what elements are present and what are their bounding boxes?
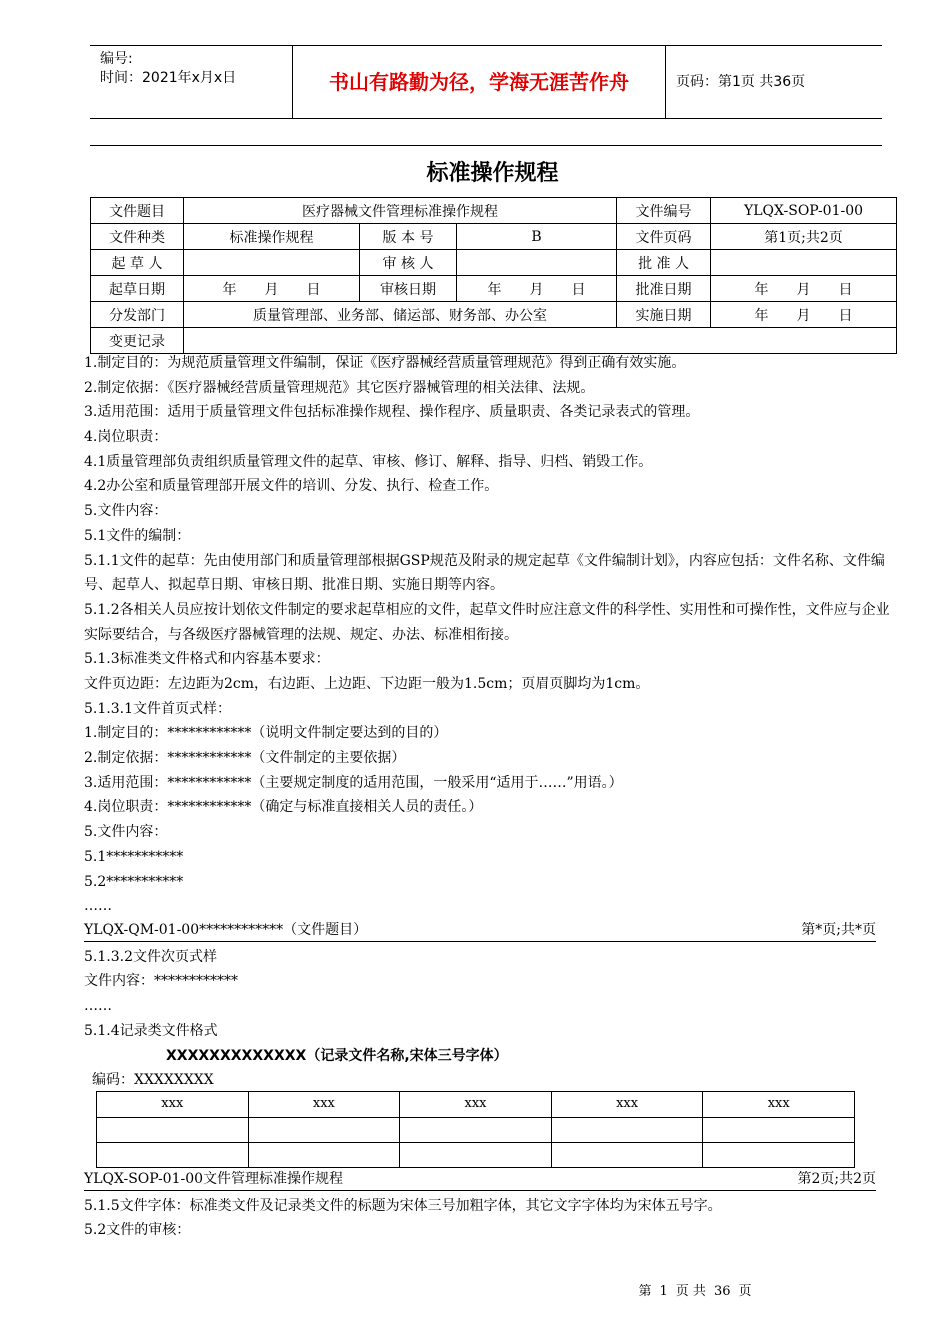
meta-row <box>91 276 897 302</box>
header-motto: 书山有路勤为径，学海无涯苦作舟 <box>329 70 629 94</box>
table-cell <box>551 1118 703 1143</box>
body-line: 5.1.3.2文件次页式样 <box>84 948 217 965</box>
header-time-label: 时间：2021年x月x日 <box>100 70 237 86</box>
body-line: 4.2办公室和质量管理部开展文件的培训、分发、执行、检查工作。 <box>84 478 499 495</box>
record-sample-code: 编码：XXXXXXXX <box>92 1072 214 1089</box>
meta-value <box>711 250 897 276</box>
body-line: 2.制定依据：************（文件制定的主要依据） <box>84 750 406 767</box>
table-cell <box>248 1143 400 1168</box>
body-line: 5.2*********** <box>84 873 184 890</box>
table-cell <box>400 1118 552 1143</box>
body-line: 5.1.3标准类文件格式和内容基本要求： <box>84 651 330 668</box>
body-line: 5.1文件的编制： <box>84 527 191 544</box>
header-rule <box>90 145 882 146</box>
table-header-row <box>97 1092 855 1118</box>
body-line: 3.适用范围：************（主要规定制度的适用范围，一般采用“适用于……”用语。） <box>84 774 623 791</box>
body-line: 5.1.5文件字体：标准类文件及记录类文件的标题为宋体三号加粗字体，其它文字字体均为宋体五号字。 <box>84 1197 722 1214</box>
table-cell <box>248 1118 400 1143</box>
body-line: 5.文件内容： <box>84 503 168 520</box>
meta-label: 批 准 人 <box>617 250 711 276</box>
body-line: 5.1.4记录类文件格式 <box>84 1022 218 1039</box>
body-line: 文件页边距：左边距为2cm，右边距、上边距、下边距一般为1.5cm；页眉页脚均为1cm。 <box>84 676 650 692</box>
table-header-cell: xxx <box>97 1092 249 1118</box>
footer-page-number: 1 <box>659 1284 668 1299</box>
meta-value <box>457 250 617 276</box>
meta-label: 实施日期 <box>617 302 711 328</box>
meta-value: YLQX-SOP-01-00 <box>711 198 897 224</box>
document-title: 标准操作规程 <box>426 161 559 186</box>
sample-footer-page: 第2页;共2页 <box>797 1171 876 1188</box>
meta-value: 质量管理部、业务部、储运部、财务部、办公室 <box>184 302 617 328</box>
body-line: 5.1.3.1文件首页式样： <box>84 700 231 717</box>
meta-label: 文件种类 <box>91 224 184 250</box>
record-sample-table <box>96 1091 855 1168</box>
meta-label: 文件编号 <box>617 198 711 224</box>
table-cell <box>97 1118 249 1143</box>
body-paragraph: 5.1.2各相关人员应按计划依文件制定的要求起草相应的文件，起草文件时应注意文件的科学性、实用性和可操作性，文件应与企业实际要结合，与各级医疗器械管理的法规、规定、办法、标准相衔接。 <box>84 601 890 643</box>
page-footer <box>0 1280 950 1299</box>
document-body <box>84 351 896 1243</box>
body-line: 1.制定目的：为规范质量管理文件编制，保证《医疗器械经营质量管理规范》得到正确有效实施。 <box>84 355 686 371</box>
body-line: …… <box>84 997 112 1014</box>
table-cell <box>703 1143 855 1168</box>
meta-value: 第1页;共2页 <box>711 224 897 250</box>
sample-footer-doc: YLQX-SOP-01-00文件管理标准操作规程 <box>84 1171 344 1188</box>
sample-footer-page: 第*页;共*页 <box>801 921 876 938</box>
table-row <box>97 1143 855 1168</box>
meta-label: 文件页码 <box>617 224 711 250</box>
header-number-label: 编号: <box>100 51 133 67</box>
meta-value <box>184 328 897 354</box>
page-header <box>90 45 882 119</box>
table-cell <box>551 1143 703 1168</box>
body-line: 2.制定依据：《医疗器械经营质量管理规范》其它医疗器械管理的相关法律、法规。 <box>84 379 595 396</box>
footer-pre: 第 <box>638 1284 652 1299</box>
body-line: 4.1质量管理部负责组织质量管理文件的起草、审核、修订、解释、指导、归档、销毁工作。 <box>84 453 653 470</box>
meta-row <box>91 224 897 250</box>
footer-post: 页 <box>738 1284 752 1299</box>
meta-value: 年 月 日 <box>711 276 897 302</box>
meta-label: 起草日期 <box>91 276 184 302</box>
sample-page-footer <box>84 1168 876 1191</box>
meta-row <box>91 328 897 354</box>
body-line: 5.文件内容： <box>84 824 168 841</box>
body-line: 4.岗位职责： <box>84 429 168 446</box>
body-line: 5.2文件的审核： <box>84 1222 191 1239</box>
meta-label: 变更记录 <box>91 328 184 354</box>
table-header-cell: xxx <box>551 1092 703 1118</box>
footer-mid: 页 共 <box>675 1284 706 1299</box>
body-line: 文件内容：************ <box>84 973 238 990</box>
table-cell <box>703 1118 855 1143</box>
meta-label: 文件题目 <box>91 198 184 224</box>
body-line: …… <box>84 898 112 915</box>
sample-footer-doc: YLQX-QM-01-00************（文件题目） <box>84 921 368 938</box>
meta-row <box>91 250 897 276</box>
header-meta <box>100 50 236 88</box>
table-header-cell: xxx <box>248 1092 400 1118</box>
header-divider <box>665 46 666 118</box>
record-sample-title: XXXXXXXXXXXXX（记录文件名称,宋体三号字体） <box>166 1048 508 1065</box>
body-line: 5.1*********** <box>84 848 184 865</box>
table-cell <box>97 1143 249 1168</box>
sample-page-footer <box>84 919 876 942</box>
meta-row <box>91 198 897 224</box>
footer-total-pages: 36 <box>713 1284 731 1299</box>
body-line: 1.制定目的：************（说明文件制定要达到的目的） <box>84 725 448 742</box>
table-cell <box>400 1143 552 1168</box>
table-header-cell: xxx <box>703 1092 855 1118</box>
body-paragraph: 5.1.1文件的起草：先由使用部门和质量管理部根据GSP规范及附录的规定起草《文件编制计划》，内容应包括：文件名称、文件编号、起草人、拟起草日期、审核日期、批准日期、实施日期等内容。 <box>84 552 885 594</box>
meta-row <box>91 302 897 328</box>
meta-value <box>184 250 360 276</box>
body-line: 3.适用范围：适用于质量管理文件包括标准操作规程、操作程序、质量职责、各类记录表式的管理。 <box>84 404 700 421</box>
meta-label: 批准日期 <box>617 276 711 302</box>
document-meta-table <box>90 197 897 354</box>
meta-label: 起 草 人 <box>91 250 184 276</box>
meta-value: 标准操作规程 <box>184 224 360 250</box>
meta-value: 年 月 日 <box>711 302 897 328</box>
meta-label: 审 核 人 <box>360 250 457 276</box>
table-header-cell: xxx <box>400 1092 552 1118</box>
table-row <box>97 1118 855 1143</box>
header-page-info: 页码：第1页 共36页 <box>676 74 806 90</box>
body-line: 4.岗位职责：************（确定与标准直接相关人员的责任。） <box>84 799 483 816</box>
meta-label: 分发部门 <box>91 302 184 328</box>
meta-value: B <box>457 224 617 250</box>
meta-label: 审核日期 <box>360 276 457 302</box>
meta-value: 年 月 日 <box>457 276 617 302</box>
meta-value: 年 月 日 <box>184 276 360 302</box>
meta-value: 医疗器械文件管理标准操作规程 <box>184 198 617 224</box>
meta-label: 版 本 号 <box>360 224 457 250</box>
